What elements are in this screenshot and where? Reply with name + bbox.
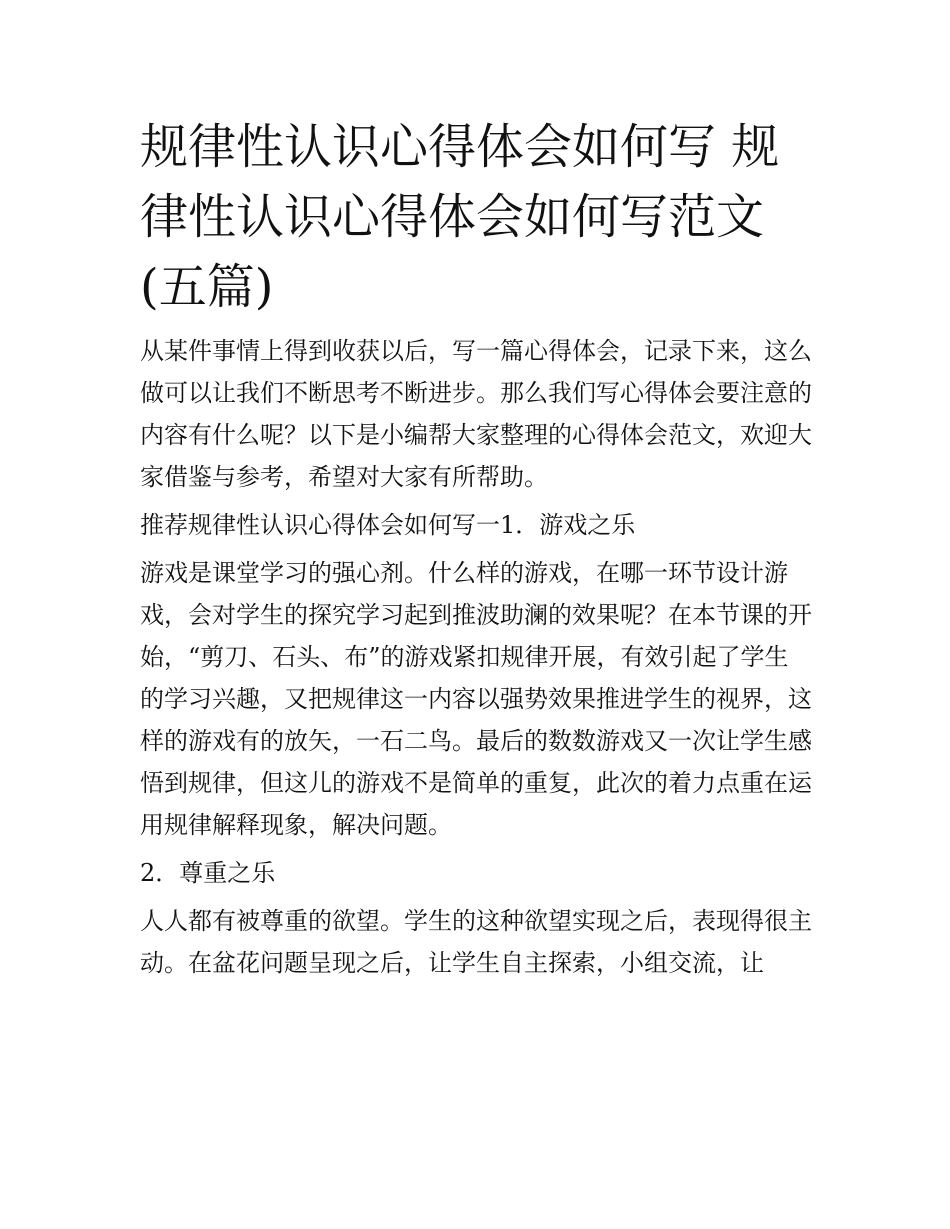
- section2-heading: 2．尊重之乐: [140, 859, 276, 887]
- section2-paragraph: 人人都有被尊重的欲望。学生的这种欲望实现之后，表现得很主动。在盆花问题呈现之后，让学生自主探索，小组交流，让: [140, 907, 812, 977]
- section1-paragraph: 游戏是课堂学习的强心剂。什么样的游戏，在哪一环节设计游戏，会对学生的探究学习起到推波助澜的效果呢？在本节课的开始，“剪刀、石头、布”的游戏紧扣规律开展，有效引起了学生的学习兴趣，又把规律这一内容以强势效果推进学生的视界，这样的游戏有的放矢，一石二鸟。最后的数数游戏又一次让学生感悟到规律，但这儿的游戏不是简单的重复，此次的着力点重在运用规律解释现象，解决问题。: [140, 559, 812, 839]
- document-title: 规律性认识心得体会如何写 规律性认识心得体会如何写范文(五篇): [140, 119, 780, 315]
- document-content: [140, 112, 812, 984]
- recommend-heading: 推荐规律性认识心得体会如何写一1．游戏之乐: [140, 511, 636, 539]
- intro-paragraph: 从某件事情上得到收获以后，写一篇心得体会，记录下来，这么做可以让我们不断思考不断进步。那么我们写心得体会要注意的内容有什么呢？以下是小编帮大家整理的心得体会范文，欢迎大家借鉴与参考，希望对大家有所帮助。: [140, 337, 812, 491]
